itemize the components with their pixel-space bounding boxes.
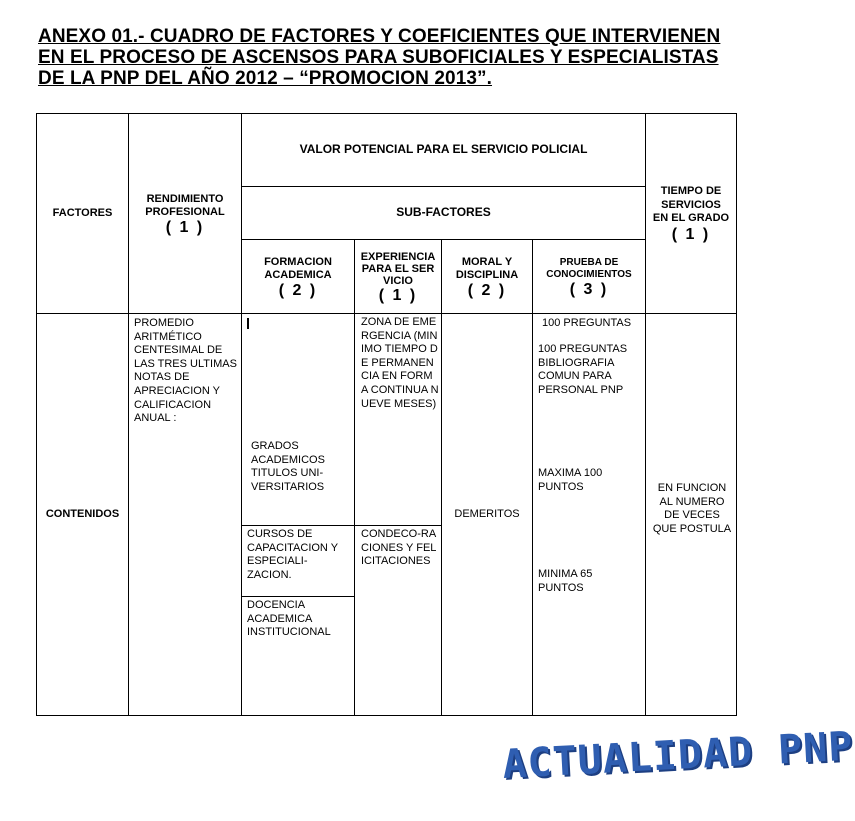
- rendimiento-content: [128, 313, 242, 716]
- experiencia-label: EXPERIENCIA PARA EL SERVICIO: [360, 250, 436, 287]
- tiempo-content: [645, 313, 737, 716]
- experiencia-condecoraciones: CONDECO-RACIONES Y FELICITACIONES: [361, 528, 437, 568]
- moral-num: ( 2 ): [467, 281, 507, 299]
- title-line-3: DE LA PNP DEL AÑO 2012 – “PROMOCION 2013”.: [38, 68, 493, 89]
- header-valor-potencial: VALOR POTENCIAL PARA EL SERVICIO POLICIAL: [241, 113, 646, 187]
- experiencia-zona: ZONA DE EMERGENCIA (MINIMO TIEMPO DE PERMANENCIA EN FORMA CONTINUA NUEVE MESES): [361, 316, 439, 410]
- formacion-cursos: CURSOS DE CAPACITACION Y ESPECIALI-ZACION.: [247, 528, 338, 581]
- tiempo-text: EN FUNCION AL NUMERO DE VECES QUE POSTULA: [652, 482, 732, 535]
- tiempo-label: TIEMPO DE SERVICIOS EN EL GRADO: [652, 185, 730, 225]
- document-title: [38, 26, 758, 89]
- formacion-num: ( 2 ): [278, 281, 318, 299]
- prueba-preguntas: 100 PREGUNTAS: [542, 317, 632, 329]
- formacion-grados: GRADOS ACADEMICOS TITULOS UNI-VERSITARIOS: [251, 440, 325, 493]
- header-factores: FACTORES: [36, 113, 129, 314]
- formacion-docencia: DOCENCIA ACADEMICA INSTITUCIONAL: [247, 599, 331, 639]
- formacion-cursos-cell: [241, 525, 355, 597]
- header-formacion: [241, 239, 355, 314]
- prueba-label: PRUEBA DE CONOCIMIENTOS: [546, 256, 632, 280]
- experiencia-condecoraciones-cell: [354, 525, 442, 716]
- text-cursor: [247, 318, 249, 329]
- formacion-docencia-cell: [241, 596, 355, 716]
- header-prueba: [532, 239, 646, 314]
- rendimiento-label: RENDIMIENTO PROFESIONAL: [145, 192, 225, 218]
- prueba-num: ( 3 ): [569, 280, 609, 298]
- formacion-label: FORMACION ACADEMICA: [264, 255, 332, 281]
- formacion-grados-cell: [241, 313, 355, 526]
- rendimiento-text: PROMEDIO ARITMÉTICO CENTESIMAL DE LAS TRES ULTIMAS NOTAS DE APRECIACION Y CALIFICACION ANUAL :: [134, 317, 237, 425]
- moral-label: MORAL Y DISCIPLINA: [455, 255, 519, 281]
- prueba-bibliografia: 100 PREGUNTAS BIBLIOGRAFIA COMUN PARA PERSONAL PNP: [538, 343, 628, 396]
- experiencia-num: ( 1 ): [378, 286, 418, 304]
- experiencia-zona-cell: [354, 313, 442, 526]
- prueba-minima: MINIMA 65 PUNTOS: [538, 568, 593, 594]
- actualidad-pnp-logo: ACTUALIDAD PNP: [501, 723, 855, 788]
- tiempo-num: ( 1 ): [671, 225, 711, 243]
- moral-text: DEMERITOS: [454, 507, 520, 520]
- header-tiempo: [645, 113, 737, 314]
- title-line-1: ANEXO 01.- CUADRO DE FACTORES Y COEFICIENTES QUE INTERVIENEN: [38, 26, 721, 47]
- moral-content: [441, 313, 533, 716]
- rendimiento-num: ( 1 ): [165, 218, 205, 236]
- prueba-maxima: MAXIMA 100 PUNTOS: [538, 467, 603, 493]
- header-moral: [441, 239, 533, 314]
- title-line-2: EN EL PROCESO DE ASCENSOS PARA SUBOFICIALES Y ESPECIALISTAS: [38, 47, 719, 68]
- header-experiencia: [354, 239, 442, 314]
- row-label-contenidos: CONTENIDOS: [36, 313, 129, 716]
- prueba-content: [532, 313, 646, 716]
- header-sub-factores: SUB-FACTORES: [241, 186, 646, 240]
- header-rendimiento: [128, 113, 242, 314]
